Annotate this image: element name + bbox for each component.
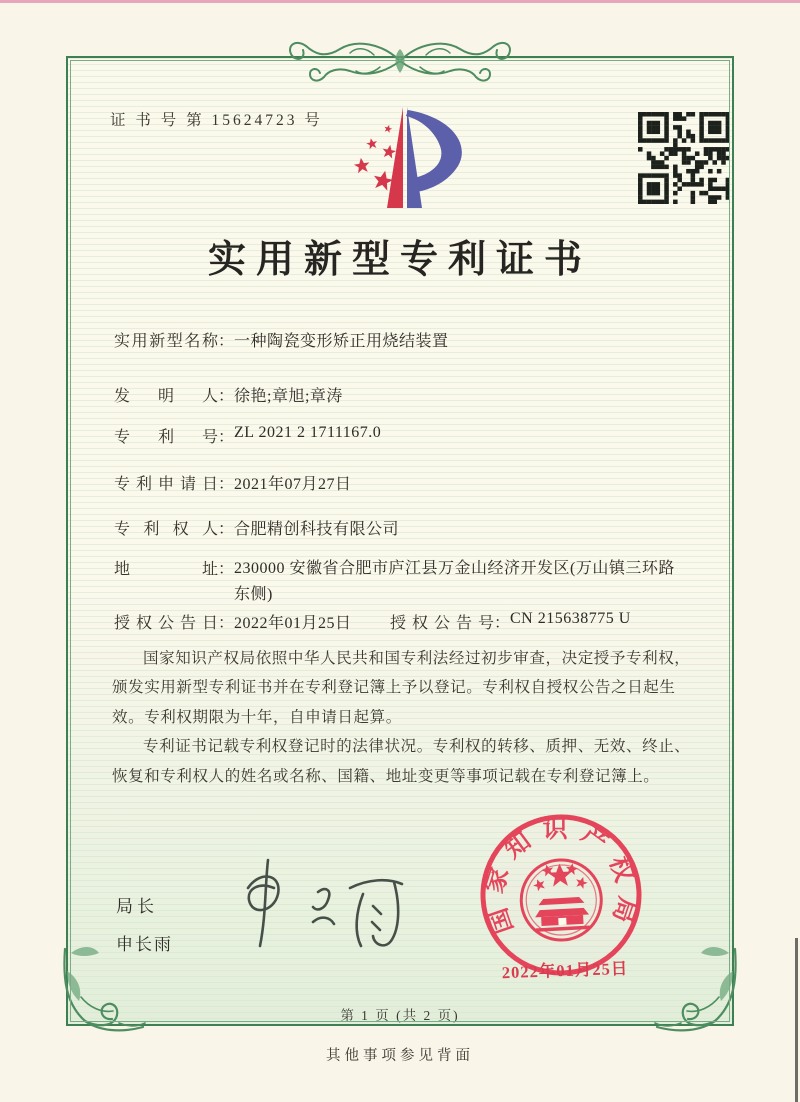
commissioner-name: 申长雨	[116, 935, 173, 954]
field-colon: ：	[218, 476, 235, 493]
field-label: 授权公告日	[114, 615, 218, 632]
legal-body-text	[112, 644, 700, 791]
page-number: 第 1 页 (共 2 页)	[340, 1008, 460, 1023]
field-value: 2021年07月27日	[234, 476, 352, 493]
field-label: 专利权人	[114, 521, 218, 538]
field-row-patent-number	[114, 424, 381, 447]
field-label: 发明人	[114, 388, 218, 405]
field-colon: ：	[218, 521, 235, 538]
field-colon: ：	[218, 429, 235, 446]
field-label: 实用新型名称	[114, 333, 218, 350]
field-value: CN 215638775 U	[510, 610, 631, 627]
certificate-frame	[66, 56, 734, 1026]
field-label: 地址	[114, 561, 218, 578]
body-paragraph-2: 专利证书记载专利权登记时的法律状况。专利权的转移、质押、无效、终止、恢复和专利权人的姓名或名称、国籍、地址变更等事项记载在专利登记簿上。	[112, 738, 691, 785]
field-value: 一种陶瓷变形矫正用烧结装置	[234, 333, 449, 350]
field-colon: ：	[218, 388, 235, 405]
field-row-address	[114, 556, 686, 608]
top-flourish-ornament	[282, 33, 518, 85]
field-colon: ：	[218, 333, 235, 350]
qr-code	[638, 112, 730, 204]
field-value: 徐艳;章旭;章涛	[234, 388, 343, 405]
certificate-number: 证 书 号 第 15624723 号	[110, 112, 323, 129]
grant-number-group	[390, 610, 631, 633]
back-side-note: 其他事项参见背面	[326, 1048, 474, 1064]
field-label: 授权公告号	[390, 615, 494, 632]
handwritten-signature	[220, 844, 430, 962]
commissioner-title: 局长	[116, 897, 158, 916]
certificate-title: 实用新型专利证书	[207, 239, 592, 281]
field-colon: ：	[218, 561, 235, 578]
field-colon: ：	[218, 615, 235, 632]
field-row-name	[114, 328, 449, 351]
seal-date: 2022年01月25日	[501, 958, 629, 983]
field-row-patentee	[114, 516, 399, 539]
field-value: 合肥精创科技有限公司	[234, 521, 400, 538]
field-row-inventors	[114, 383, 343, 406]
field-label: 专利申请日	[114, 476, 218, 493]
body-paragraph-1: 国家知识产权局依照中华人民共和国专利法经过初步审查，决定授予专利权，颁发实用新型专利证书并在专利登记簿上予以登记。专利权自授权公告之日起生效。专利权期限为十年，自申请日起算。	[112, 650, 691, 726]
field-row-filing-date	[114, 471, 352, 494]
scan-artifact-top-line	[0, 0, 800, 3]
scan-artifact-right-edge	[795, 938, 798, 1102]
field-colon: ：	[494, 615, 511, 632]
field-value: 2022年01月25日	[234, 615, 352, 632]
cnipa-logo	[336, 102, 476, 216]
seal-ring-text: 国家知识产权局	[481, 816, 641, 937]
field-row-grant	[114, 610, 631, 633]
field-label: 专利号	[114, 429, 218, 446]
field-value: ZL 2021 2 1711167.0	[234, 424, 382, 441]
field-value: 230000 安徽省合肥市庐江县万金山经济开发区(万山镇三环路东侧)	[234, 560, 675, 603]
